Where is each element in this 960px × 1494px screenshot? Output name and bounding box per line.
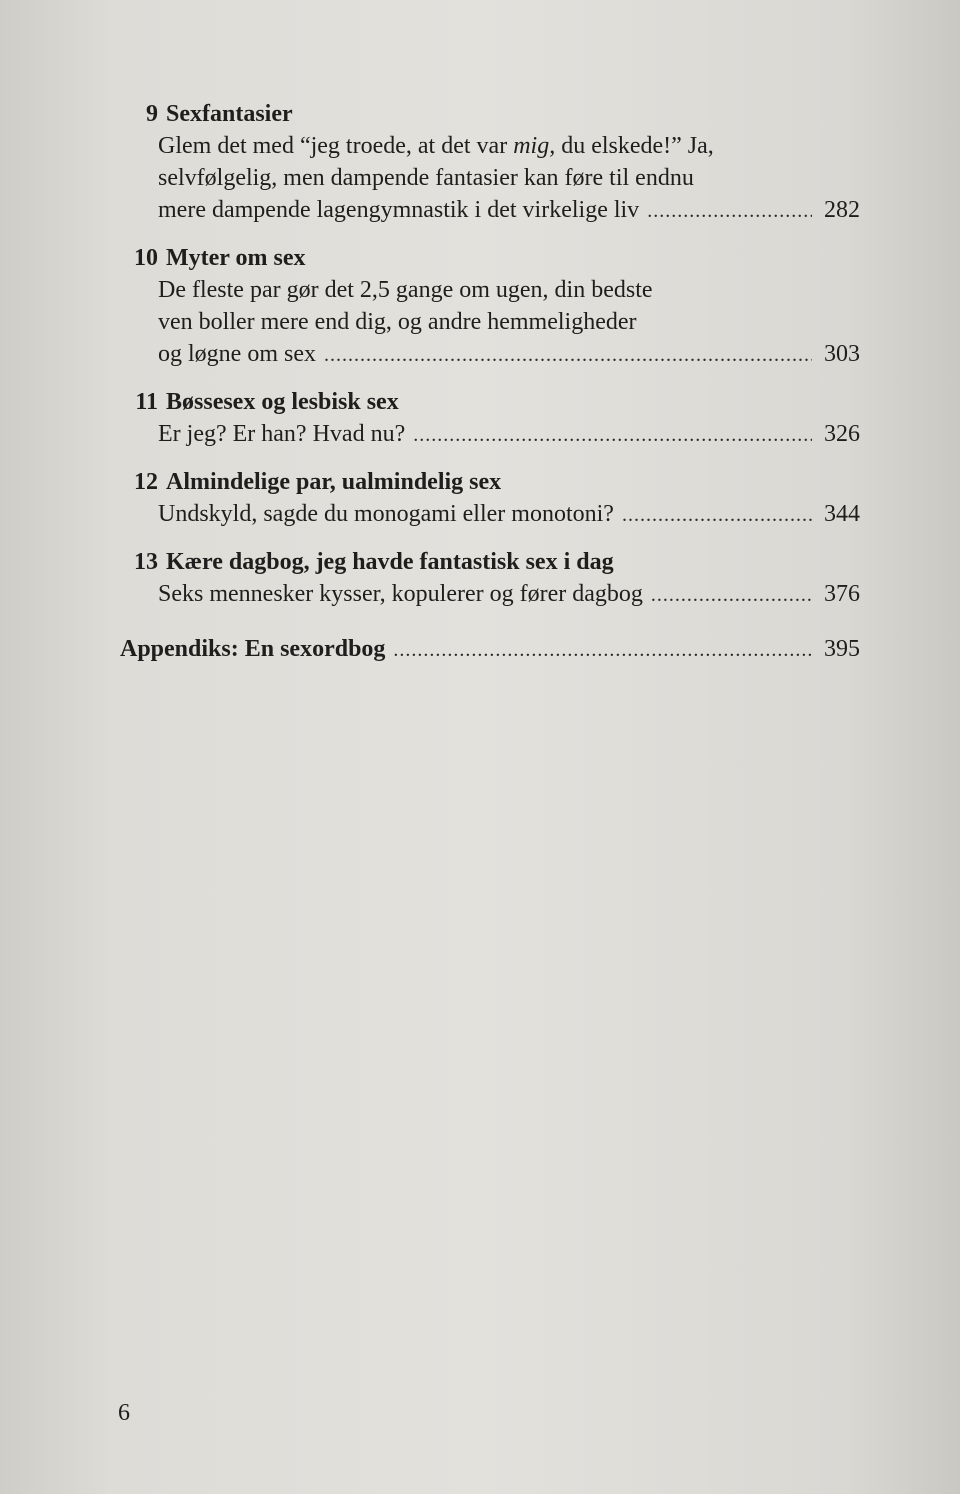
description-line: De fleste par gør det 2,5 gange om ugen, din bedste — [158, 277, 653, 303]
chapter-number: 9 — [146, 101, 158, 127]
dot-leader — [622, 499, 812, 531]
chapter-title: Bøssesex og lesbisk sex — [166, 389, 399, 415]
folio-page-number: 6 — [118, 1400, 130, 1426]
chapter-title: Myter om sex — [166, 245, 306, 271]
chapter-title: Kære dagbog, jeg havde fantastisk sex i dag — [166, 549, 614, 575]
description-last-line: og løgne om sex . . . 303 — [158, 338, 860, 371]
page-number: 395 — [824, 636, 860, 662]
toc-entry — [120, 466, 860, 531]
dot-leader — [647, 195, 812, 227]
chapter-heading — [120, 242, 860, 274]
table-of-contents — [120, 98, 860, 666]
appendix-entry — [120, 633, 860, 666]
page-number: 344 — [824, 501, 860, 527]
dot-leader — [651, 579, 812, 611]
chapter-heading — [120, 546, 860, 578]
toc-entry — [120, 386, 860, 451]
description-line: Glem det med “jeg troede, at det var mig, du elskede!” Ja, — [158, 133, 714, 159]
description-line: ven boller mere end dig, og andre hemmeligheder — [158, 309, 637, 335]
description-line: selvfølgelig, men dampende fantasier kan føre til endnu — [158, 165, 694, 191]
page-number: 282 — [824, 197, 860, 223]
chapter-title: Almindelige par, ualmindelig sex — [166, 469, 502, 495]
description-last-line: Er jeg? Er han? Hvad nu? . . . 326 — [158, 418, 860, 451]
chapter-number: 12 — [134, 469, 158, 495]
toc-entry — [120, 98, 860, 227]
chapter-description — [158, 130, 860, 227]
page-number: 326 — [824, 421, 860, 447]
chapter-description — [158, 418, 860, 451]
description-last-line: mere dampende lagengymnastik i det virkelige liv . . . 282 — [158, 194, 860, 227]
chapter-description — [158, 498, 860, 531]
dot-leader — [393, 634, 812, 666]
toc-entry — [120, 546, 860, 611]
chapter-number: 13 — [134, 549, 158, 575]
chapter-heading — [120, 386, 860, 418]
appendix-title: Appendiks: En sexordbog — [120, 636, 386, 662]
dot-leader — [324, 339, 812, 371]
chapter-number: 11 — [135, 389, 158, 415]
toc-entry — [120, 242, 860, 371]
chapter-description — [158, 578, 860, 611]
chapter-title: Sexfantasier — [166, 101, 293, 127]
description-last-line: Undskyld, sagde du monogami eller monotoni? . . . 344 — [158, 498, 860, 531]
chapter-number: 10 — [134, 245, 158, 271]
description-last-line: Seks mennesker kysser, kopulerer og fører dagbog . . . 376 — [158, 578, 860, 611]
chapter-heading — [120, 466, 860, 498]
page-number: 376 — [824, 581, 860, 607]
dot-leader — [413, 419, 812, 451]
page-number: 303 — [824, 341, 860, 367]
chapter-description — [158, 274, 860, 371]
chapter-heading — [120, 98, 860, 130]
